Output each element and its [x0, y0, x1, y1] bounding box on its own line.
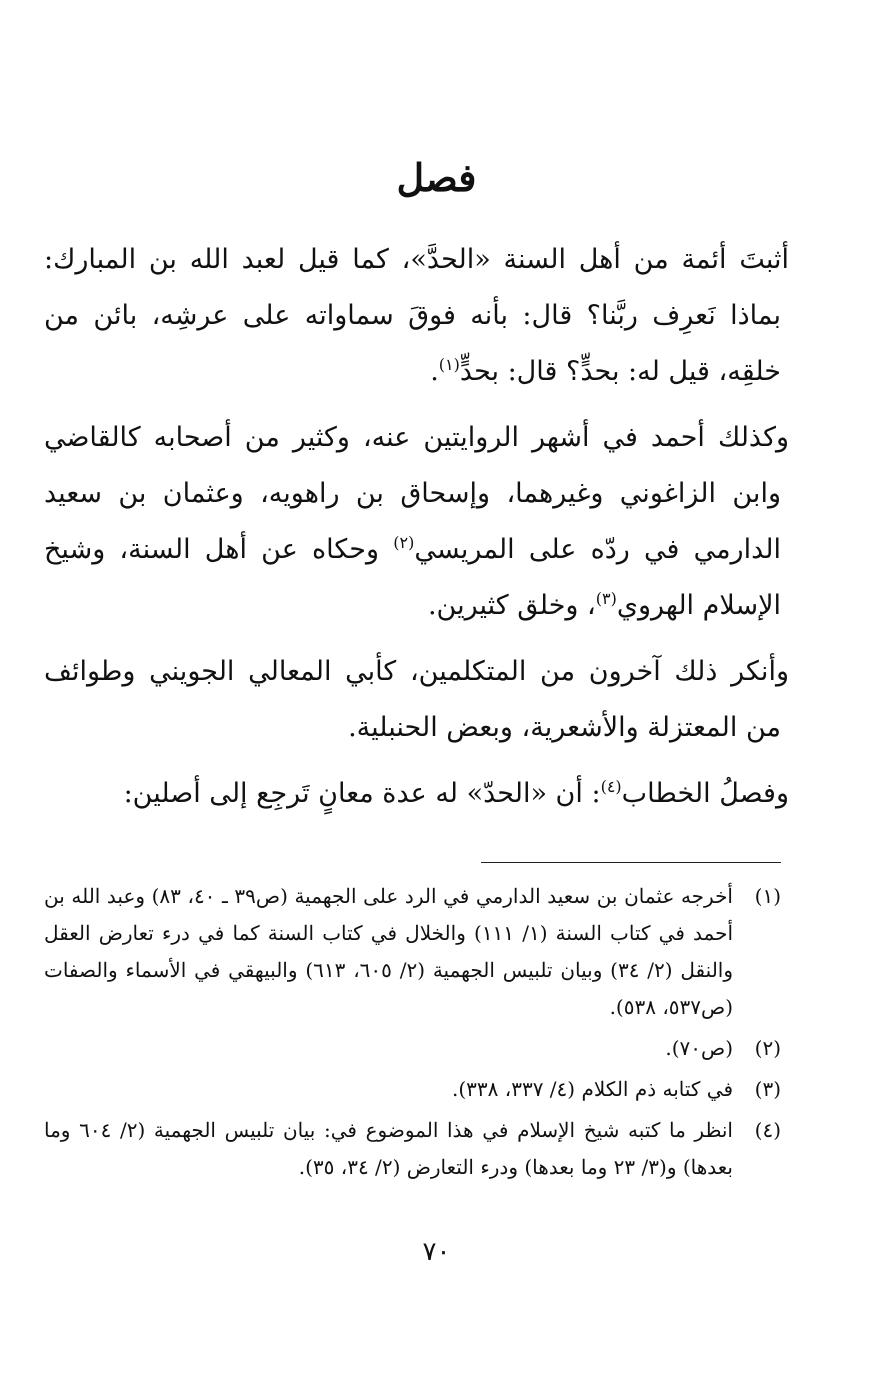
section-heading: فصل [396, 155, 477, 200]
footnote-ref: (٤) [600, 777, 622, 796]
paragraph-2 [44, 410, 789, 634]
paragraph-text: ، وخلق كثيرين. [427, 590, 596, 621]
paragraph-text: : أن «الحدّ» له عدة معانٍ تَرجِع إلى أصلين: [123, 778, 601, 809]
footnote-number: (٣) [754, 1077, 781, 1101]
footnote-ref: (١) [438, 355, 460, 374]
paragraph-text: وحكاه عن أهل السنة، وشيخ الإسلام الهروي [44, 534, 781, 621]
footnote-3 [44, 1071, 781, 1108]
footnotes [44, 878, 781, 1190]
paragraph-1 [44, 232, 789, 400]
page-number: ٧٠ [422, 1237, 451, 1267]
footnote-text: (ص٧٠). [665, 1036, 733, 1060]
footnote-text: في كتابه ذم الكلام (٤/ ٣٣٧، ٣٣٨). [451, 1077, 733, 1101]
footnote-2 [44, 1030, 781, 1067]
paragraph-text: وأنكر ذلك آخرون من المتكلمين، كأبي المعالي الجويني وطوائف من المعتزلة والأشعرية، وبعض الحنبلية. [44, 656, 789, 743]
footnote-divider [481, 862, 781, 863]
paragraph-4 [44, 766, 789, 822]
footnote-number: (٢) [754, 1036, 781, 1060]
paragraph-text: أثبتَ أئمة من أهل السنة «الحدَّ»، كما قيل لعبد الله بن المبارك: بماذا نَعرِف ربَّنا؟ قال: بأنه فوقَ سماواته على عرشِه، بائن من خلقِه، قيل له: بحدٍّ؟ قال: بحدٍّ [44, 244, 789, 387]
footnote-1 [44, 878, 781, 1026]
footnote-ref: (٣) [595, 589, 617, 608]
main-text [44, 232, 789, 832]
footnote-4 [44, 1112, 781, 1186]
paragraph-3 [44, 644, 789, 756]
footnote-number: (٤) [754, 1118, 781, 1142]
paragraph-text: . [430, 356, 439, 387]
footnote-text: أخرجه عثمان بن سعيد الدارمي في الرد على الجهمية (ص٣٩ ـ ٤٠، ٨٣) وعبد الله بن أحمد في كتاب السنة (١/ ١١١) والخلال في كتاب السنة كما في درء تعارض العقل والنقل (٢/ ٣٤) وبيان تلبيس الجهمية (٢/ ٦٠٥، ٦١٣) والبيهقي في الأسماء والصفات (ص٥٣٧، ٥٣٨). [44, 884, 734, 1019]
footnote-ref: (٢) [393, 533, 415, 552]
paragraph-text: وكذلك أحمد في أشهر الروايتين عنه، وكثير من أصحابه كالقاضي وابن الزاغوني وغيرهما، وإسحاق بن راهويه، وعثمان بن سعيد الدارمي في ردّه على المريسي [44, 422, 789, 565]
paragraph-text: وفصلُ الخطاب [621, 778, 789, 809]
footnote-text: انظر ما كتبه شيخ الإسلام في هذا الموضوع في: بيان تلبيس الجهمية (٢/ ٦٠٤ وما بعدها) و(٣/ ٢٣ وما بعدها) ودرء التعارض (٢/ ٣٤، ٣٥). [44, 1118, 733, 1179]
footnote-number: (١) [754, 884, 781, 908]
